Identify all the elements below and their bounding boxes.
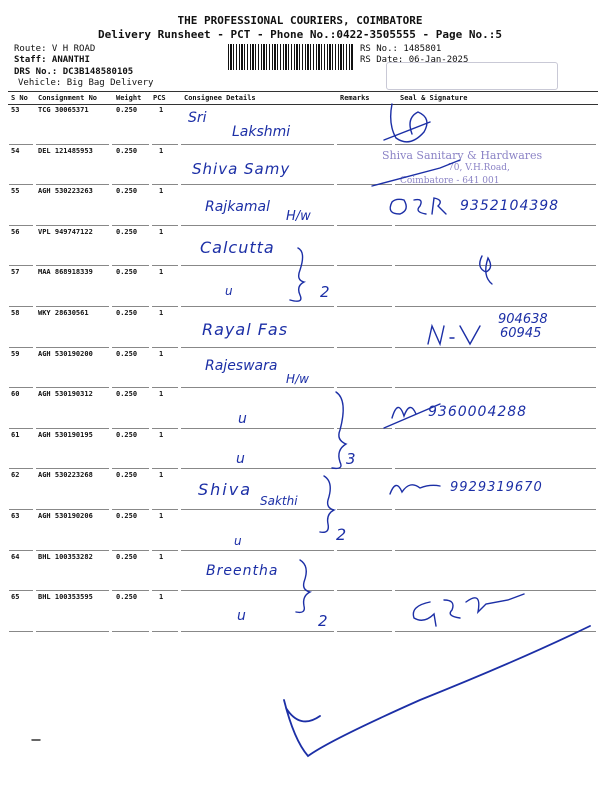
consignment-number: MAA 868918339	[38, 268, 93, 277]
handwriting: 2	[336, 525, 347, 544]
staff-label: Staff: ANANTHI	[14, 55, 90, 65]
pcs-value: 1	[159, 187, 164, 196]
handwriting: u	[237, 608, 246, 624]
sno-cell: 58	[11, 309, 20, 317]
weight-value: 0.250	[116, 187, 138, 196]
col-remarks: Remarks	[340, 94, 370, 102]
stamp-line-1: Shiva Sanitary & Hardwares	[382, 149, 543, 162]
handwriting: 904638	[498, 312, 548, 327]
col-sno: S No	[11, 94, 28, 102]
weight-value: 0.250	[116, 390, 138, 399]
large-checkmark	[284, 626, 590, 756]
pcs-value: 1	[159, 512, 164, 520]
handwriting: 2	[318, 612, 328, 630]
document-title: THE PROFESSIONAL COURIERS, COIMBATORE	[177, 14, 423, 27]
signature-57	[480, 256, 492, 284]
handwriting: Rayal Fas	[202, 320, 289, 339]
signature-53	[384, 104, 430, 142]
document-subtitle: Delivery Runsheet - PCT - Phone No.:0422-3505555 - Page No.:5	[98, 28, 502, 41]
sno-cell: 64	[11, 552, 20, 561]
weight-value: 0.250	[116, 471, 138, 480]
handwriting: Rajkamal	[205, 199, 270, 215]
handwriting: Shiva	[198, 480, 253, 499]
handwriting: 9352104398	[460, 198, 560, 214]
weight-value: 0.250	[116, 512, 138, 520]
weight-value: 0.250	[116, 430, 138, 439]
consignment-number: AGH 530190312	[38, 390, 93, 399]
weight-value: 0.250	[116, 146, 138, 155]
bracket-mark	[290, 248, 304, 301]
signature-65	[413, 594, 524, 626]
sno-cell: 63	[11, 512, 20, 520]
handwriting: Shiva Samy	[192, 160, 291, 178]
signature-62	[390, 485, 440, 494]
consignment-number: AGH 530223263	[38, 187, 93, 196]
bracket-mark	[320, 476, 334, 532]
handwriting: 60945	[500, 326, 542, 341]
pcs-value: 1	[159, 349, 164, 358]
consignment-number: TCG 30065371	[38, 106, 89, 114]
signature-55	[390, 198, 446, 214]
pcs-value: 1	[159, 552, 164, 561]
sno-cell: 59	[11, 349, 20, 358]
bracket-mark	[296, 560, 310, 612]
weight-value: 0.250	[116, 309, 138, 317]
sno-cell: 60	[11, 390, 20, 399]
weight-value: 0.250	[116, 106, 138, 114]
consignment-number: BHL 100353595	[38, 593, 93, 602]
signature-60	[384, 404, 440, 428]
weight-value: 0.250	[116, 593, 138, 602]
stamp-line-2: 70, V.H.Road,	[448, 163, 510, 173]
handwriting: Lakshmi	[232, 124, 291, 140]
rs-number: RS No.: 1485801	[360, 44, 442, 54]
sno-cell: 53	[11, 106, 20, 114]
consignment-number: DEL 121485953	[38, 146, 93, 155]
consignment-number: AGH 530223268	[38, 471, 93, 480]
weight-value: 0.250	[116, 268, 138, 277]
pcs-value: 1	[159, 146, 164, 155]
bracket-mark	[332, 392, 346, 468]
handwriting: Breentha	[206, 563, 279, 579]
pcs-value: 1	[159, 106, 164, 114]
handwriting: 9929319670	[450, 480, 543, 495]
sno-cell: 57	[11, 268, 20, 277]
handwriting: u	[238, 411, 247, 427]
pcs-value: 1	[159, 430, 164, 439]
handwriting: 3	[346, 450, 356, 468]
rs-date: RS Date: 06-Jan-2025	[360, 55, 469, 65]
pcs-value: 1	[159, 471, 164, 480]
handwriting: 2	[320, 283, 330, 301]
handwriting: Sri	[188, 110, 207, 126]
sno-cell: 62	[11, 471, 20, 480]
pcs-value: 1	[159, 309, 164, 317]
col-seal: Seal & Signature	[400, 94, 468, 102]
weight-value: 0.250	[116, 349, 138, 358]
sno-cell: 61	[11, 430, 20, 439]
consignment-number: VPL 949747122	[38, 227, 93, 236]
handwriting: H/w	[286, 209, 311, 224]
consignment-number: BHL 100353282	[38, 552, 93, 561]
sno-cell: 56	[11, 227, 20, 236]
handwriting: Sakthi	[260, 494, 298, 508]
handwriting: 9360004288	[428, 404, 528, 420]
sno-cell: 54	[11, 146, 20, 155]
vehicle-label: Vehicle: Big Bag Delivery	[18, 78, 154, 88]
signature-58	[428, 326, 480, 344]
pcs-value: 1	[159, 268, 164, 277]
stamp-line-3: Coimbatore - 641 001	[400, 176, 500, 186]
col-consignee: Consignee Details	[184, 94, 256, 102]
signature-54	[372, 160, 460, 186]
consignment-number: AGH 530190200	[38, 349, 93, 358]
sno-cell: 55	[11, 187, 20, 196]
consignment-number: AGH 530190195	[38, 430, 93, 439]
drs-number: DRS No.: DC3B148580105	[14, 67, 134, 77]
handwriting: H/w	[286, 372, 309, 386]
handwriting: Rajeswara	[205, 358, 278, 374]
col-pcs: PCS	[153, 94, 166, 102]
sno-cell: 65	[11, 593, 20, 602]
handwriting: u	[236, 451, 245, 467]
route-label: Route: V H ROAD	[14, 44, 96, 54]
handwriting: u	[234, 534, 242, 548]
consignment-number: WKY 28630561	[38, 309, 89, 317]
col-weight: Weight	[116, 94, 142, 102]
pcs-value: 1	[159, 390, 164, 399]
weight-value: 0.250	[116, 227, 138, 236]
weight-value: 0.250	[116, 552, 138, 561]
pcs-value: 1	[159, 227, 164, 236]
handwriting: Calcutta	[200, 238, 275, 257]
consignment-number: AGH 530190206	[38, 512, 93, 520]
col-consignment: Consignment No	[38, 94, 98, 102]
handwriting: u	[225, 284, 233, 298]
pcs-value: 1	[159, 593, 164, 602]
